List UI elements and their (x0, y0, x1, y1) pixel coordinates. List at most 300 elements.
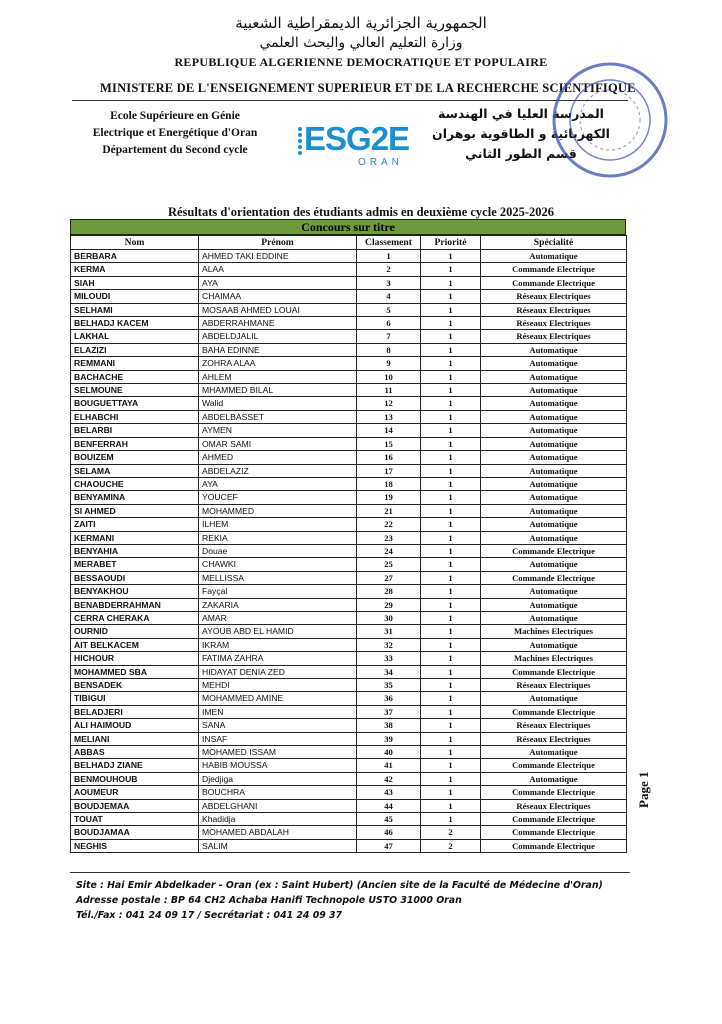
cell-nom: ALI HAIMOUD (71, 719, 199, 732)
cell-specialite: Automatique (481, 424, 627, 437)
arabic-ministry-heading: وزارة التعليم العالي والبحث العلمي (259, 35, 463, 51)
cell-classement: 15 (357, 437, 421, 450)
cell-priorite: 1 (421, 705, 481, 718)
cell-priorite: 1 (421, 250, 481, 263)
cell-priorite: 1 (421, 772, 481, 785)
cell-prenom: ABDELBASSET (199, 410, 357, 423)
cell-specialite: Automatique (481, 397, 627, 410)
cell-priorite: 1 (421, 544, 481, 557)
cell-specialite: Commande Electrique (481, 813, 627, 826)
cell-prenom: INSAF (199, 732, 357, 745)
cell-classement: 19 (357, 491, 421, 504)
table-row (71, 518, 627, 531)
cell-nom: ELAZIZI (71, 343, 199, 356)
cell-prenom: ZAKARIA (199, 598, 357, 611)
cell-specialite: Automatique (481, 370, 627, 383)
cell-nom: ABBAS (71, 746, 199, 759)
cell-classement: 14 (357, 424, 421, 437)
section-header: Concours sur titre (70, 219, 626, 235)
cell-classement: 13 (357, 410, 421, 423)
column-header-priorite: Priorité (421, 236, 481, 250)
cell-specialite: Automatique (481, 531, 627, 544)
cell-nom: HICHOUR (71, 652, 199, 665)
arabic-republic-heading: الجمهورية الجزائرية الديمقراطية الشعبية (235, 14, 487, 32)
cell-priorite: 1 (421, 638, 481, 651)
cell-prenom: BAHA EDINNE (199, 343, 357, 356)
table-row (71, 410, 627, 423)
cell-nom: BERBARA (71, 250, 199, 263)
cell-prenom: MELLISSA (199, 571, 357, 584)
cell-prenom: HIDAYAT DENIA ZED (199, 665, 357, 678)
cell-specialite: Automatique (481, 558, 627, 571)
cell-classement: 32 (357, 638, 421, 651)
cell-prenom: SANA (199, 719, 357, 732)
cell-nom: REMMANI (71, 357, 199, 370)
header-divider (72, 100, 628, 101)
cell-specialite: Automatique (481, 250, 627, 263)
table-row (71, 370, 627, 383)
table-row (71, 357, 627, 370)
cell-prenom: FATIMA ZAHRA (199, 652, 357, 665)
table-row (71, 290, 627, 303)
cell-nom: SIAH (71, 276, 199, 289)
table-row (71, 571, 627, 584)
cell-specialite: Commande Electrique (481, 571, 627, 584)
cell-nom: BOUIZEM (71, 451, 199, 464)
cell-classement: 35 (357, 679, 421, 692)
cell-priorite: 1 (421, 625, 481, 638)
logo-text: ESG2E (304, 120, 410, 157)
cell-prenom: ILHEM (199, 518, 357, 531)
school-line-2: Electrique et Energétique d'Oran (92, 127, 258, 139)
school-line-3: Département du Second cycle (102, 144, 248, 156)
table-row (71, 786, 627, 799)
cell-nom: BENYAKHOU (71, 585, 199, 598)
french-republic-heading: REPUBLIQUE ALGERIENNE DEMOCRATIQUE ET POPULAIRE (174, 55, 548, 69)
table-row (71, 826, 627, 839)
cell-priorite: 1 (421, 692, 481, 705)
cell-prenom: MOHAMED ISSAM (199, 746, 357, 759)
cell-nom: BESSAOUDI (71, 571, 199, 584)
cell-prenom: IKRAM (199, 638, 357, 651)
table-row (71, 303, 627, 316)
cell-classement: 8 (357, 343, 421, 356)
cell-prenom: MOHAMMED AMINE (199, 692, 357, 705)
cell-specialite: Automatique (481, 410, 627, 423)
cell-nom: BELADJERI (71, 705, 199, 718)
cell-prenom: AHMED TAKI EDDINE (199, 250, 357, 263)
cell-classement: 6 (357, 317, 421, 330)
official-stamp-icon (550, 60, 670, 180)
cell-nom: AIT BELKACEM (71, 638, 199, 651)
cell-classement: 40 (357, 746, 421, 759)
cell-nom: AOUMEUR (71, 786, 199, 799)
table-row (71, 611, 627, 624)
cell-classement: 30 (357, 611, 421, 624)
column-header-specialite: Spécialité (481, 236, 627, 250)
cell-prenom: ZOHRA ALAA (199, 357, 357, 370)
cell-priorite: 1 (421, 585, 481, 598)
cell-classement: 7 (357, 330, 421, 343)
cell-classement: 45 (357, 813, 421, 826)
table-row (71, 504, 627, 517)
cell-prenom: AYOUB ABD EL HAMID (199, 625, 357, 638)
cell-classement: 9 (357, 357, 421, 370)
cell-prenom: BOUCHRA (199, 786, 357, 799)
arabic-school-line-3: قسم الطور الثاني (465, 146, 577, 161)
cell-prenom: AYA (199, 276, 357, 289)
cell-priorite: 1 (421, 370, 481, 383)
cell-prenom: CHAIMAA (199, 290, 357, 303)
cell-specialite: Automatique (481, 585, 627, 598)
cell-classement: 18 (357, 477, 421, 490)
cell-specialite: Automatique (481, 638, 627, 651)
cell-prenom: AHLEM (199, 370, 357, 383)
cell-classement: 43 (357, 786, 421, 799)
table-row (71, 491, 627, 504)
cell-classement: 34 (357, 665, 421, 678)
table-row (71, 679, 627, 692)
results-table (70, 235, 627, 853)
cell-specialite: Automatique (481, 384, 627, 397)
cell-priorite: 1 (421, 719, 481, 732)
cell-prenom: Douae (199, 544, 357, 557)
table-row (71, 665, 627, 678)
school-name-block (70, 108, 280, 159)
table-row (71, 544, 627, 557)
cell-priorite: 1 (421, 813, 481, 826)
cell-nom: BENMOUHOUB (71, 772, 199, 785)
cell-nom: BELHADJ ZIANE (71, 759, 199, 772)
cell-classement: 28 (357, 585, 421, 598)
cell-prenom: IMEN (199, 705, 357, 718)
cell-prenom: AYA (199, 477, 357, 490)
cell-specialite: Machines Electriques (481, 625, 627, 638)
cell-classement: 25 (357, 558, 421, 571)
cell-nom: BELARBI (71, 424, 199, 437)
cell-specialite: Automatique (481, 772, 627, 785)
cell-prenom: CHAWKI (199, 558, 357, 571)
cell-classement: 5 (357, 303, 421, 316)
cell-specialite: Réseaux Electriques (481, 317, 627, 330)
cell-nom: CHAOUCHE (71, 477, 199, 490)
cell-specialite: Automatique (481, 746, 627, 759)
cell-prenom: MHAMMED BILAL (199, 384, 357, 397)
table-row (71, 343, 627, 356)
cell-nom: TOUAT (71, 813, 199, 826)
table-row (71, 585, 627, 598)
cell-nom: SELMOUNE (71, 384, 199, 397)
cell-classement: 24 (357, 544, 421, 557)
cell-classement: 29 (357, 598, 421, 611)
cell-specialite: Automatique (481, 491, 627, 504)
cell-priorite: 1 (421, 410, 481, 423)
cell-classement: 21 (357, 504, 421, 517)
cell-priorite: 1 (421, 343, 481, 356)
page-number: Page 1 (636, 771, 651, 808)
cell-priorite: 1 (421, 437, 481, 450)
table-row (71, 451, 627, 464)
cell-prenom: Djedjiga (199, 772, 357, 785)
cell-nom: BOUDJAMAA (71, 826, 199, 839)
cell-priorite: 1 (421, 504, 481, 517)
table-row (71, 464, 627, 477)
cell-prenom: ABDELAZIZ (199, 464, 357, 477)
cell-priorite: 1 (421, 746, 481, 759)
cell-nom: ZAITI (71, 518, 199, 531)
cell-specialite: Commande Electrique (481, 826, 627, 839)
cell-specialite: Réseaux Electriques (481, 330, 627, 343)
table-row (71, 732, 627, 745)
table-row (71, 625, 627, 638)
cell-priorite: 1 (421, 451, 481, 464)
cell-nom: KERMANI (71, 531, 199, 544)
table-row (71, 746, 627, 759)
cell-specialite: Réseaux Electriques (481, 732, 627, 745)
cell-classement: 10 (357, 370, 421, 383)
cell-priorite: 1 (421, 424, 481, 437)
cell-prenom: MOSAAB AHMED LOUAI (199, 303, 357, 316)
cell-nom: CERRA CHERAKA (71, 611, 199, 624)
cell-priorite: 1 (421, 276, 481, 289)
results-table-container (70, 219, 626, 853)
cell-classement: 27 (357, 571, 421, 584)
table-row (71, 276, 627, 289)
cell-priorite: 1 (421, 679, 481, 692)
cell-priorite: 1 (421, 799, 481, 812)
table-row (71, 839, 627, 852)
cell-nom: SELHAMI (71, 303, 199, 316)
cell-classement: 11 (357, 384, 421, 397)
cell-classement: 17 (357, 464, 421, 477)
esg2e-logo (296, 120, 408, 180)
cell-nom: BOUDJEMAA (71, 799, 199, 812)
cell-priorite: 1 (421, 732, 481, 745)
table-row (71, 772, 627, 785)
cell-priorite: 1 (421, 531, 481, 544)
cell-specialite: Réseaux Electriques (481, 719, 627, 732)
cell-priorite: 1 (421, 491, 481, 504)
footer-divider (70, 872, 630, 873)
cell-classement: 42 (357, 772, 421, 785)
cell-prenom: Walid (199, 397, 357, 410)
cell-nom: MELIANI (71, 732, 199, 745)
cell-specialite: Réseaux Electriques (481, 679, 627, 692)
document-title: Résultats d'orientation des étudiants admis en deuxième cycle 2025-2026 (167, 205, 555, 219)
cell-prenom: ABDERRAHMANE (199, 317, 357, 330)
cell-priorite: 1 (421, 786, 481, 799)
cell-priorite: 1 (421, 611, 481, 624)
cell-nom: BOUGUETTAYA (71, 397, 199, 410)
cell-nom: BACHACHE (71, 370, 199, 383)
cell-classement: 4 (357, 290, 421, 303)
table-row (71, 759, 627, 772)
cell-specialite: Automatique (481, 357, 627, 370)
cell-prenom: Fayçal (199, 585, 357, 598)
cell-nom: MERABET (71, 558, 199, 571)
footer-phone-line: Tél./Fax : 041 24 09 17 / Secrétariat : 041 24 09 37 (76, 910, 343, 921)
arabic-school-line-1: المدرسة العليا في الهندسة (438, 106, 604, 121)
column-header-nom: Nom (71, 236, 199, 250)
cell-priorite: 1 (421, 558, 481, 571)
cell-classement: 44 (357, 799, 421, 812)
cell-prenom: MOHAMMED (199, 504, 357, 517)
cell-specialite: Réseaux Electriques (481, 303, 627, 316)
table-row (71, 598, 627, 611)
cell-specialite: Automatique (481, 598, 627, 611)
cell-specialite: Commande Electrique (481, 839, 627, 852)
cell-specialite: Automatique (481, 518, 627, 531)
table-row (71, 705, 627, 718)
cell-priorite: 1 (421, 330, 481, 343)
cell-specialite: Automatique (481, 464, 627, 477)
table-row (71, 263, 627, 276)
table-row (71, 437, 627, 450)
cell-priorite: 1 (421, 317, 481, 330)
footer-site-line: Site : Hai Emir Abdelkader - Oran (ex : Saint Hubert) (Ancien site de la Faculté de Médecine d'Oran) (76, 880, 603, 891)
table-row (71, 692, 627, 705)
cell-priorite: 1 (421, 598, 481, 611)
cell-priorite: 1 (421, 571, 481, 584)
cell-nom: BENABDERRAHMAN (71, 598, 199, 611)
cell-classement: 37 (357, 705, 421, 718)
table-row (71, 397, 627, 410)
table-header-row (71, 236, 627, 250)
cell-priorite: 1 (421, 464, 481, 477)
cell-nom: KERMA (71, 263, 199, 276)
cell-priorite: 1 (421, 263, 481, 276)
cell-priorite: 1 (421, 518, 481, 531)
logo-dots-icon (296, 125, 304, 157)
cell-classement: 41 (357, 759, 421, 772)
table-row (71, 477, 627, 490)
cell-prenom: AYMEN (199, 424, 357, 437)
school-line-1: Ecole Supérieure en Génie (110, 110, 240, 122)
cell-prenom: ABDELGHANI (199, 799, 357, 812)
column-header-classement: Classement (357, 236, 421, 250)
cell-specialite: Automatique (481, 437, 627, 450)
cell-priorite: 1 (421, 397, 481, 410)
table-row (71, 719, 627, 732)
cell-prenom: HABIB MOUSSA (199, 759, 357, 772)
table-row (71, 250, 627, 263)
cell-prenom: AHMED (199, 451, 357, 464)
column-header-prenom: Prénom (199, 236, 357, 250)
cell-specialite: Réseaux Electriques (481, 799, 627, 812)
footer-postal-line: Adresse postale : BP 64 CH2 Achaba Hanifi Technopole USTO 31000 Oran (76, 895, 462, 906)
cell-prenom: YOUCEF (199, 491, 357, 504)
cell-priorite: 1 (421, 759, 481, 772)
cell-nom: OURNID (71, 625, 199, 638)
cell-nom: NEGHIS (71, 839, 199, 852)
cell-nom: BENYAHIA (71, 544, 199, 557)
cell-prenom: OMAR SAMI (199, 437, 357, 450)
cell-prenom: ALAA (199, 263, 357, 276)
footer-address-block (76, 878, 676, 923)
table-row (71, 531, 627, 544)
cell-specialite: Automatique (481, 692, 627, 705)
table-row (71, 330, 627, 343)
cell-priorite: 1 (421, 652, 481, 665)
cell-classement: 23 (357, 531, 421, 544)
cell-classement: 16 (357, 451, 421, 464)
table-row (71, 652, 627, 665)
cell-specialite: Commande Electrique (481, 276, 627, 289)
table-row (71, 317, 627, 330)
cell-priorite: 1 (421, 665, 481, 678)
cell-classement: 36 (357, 692, 421, 705)
table-row (71, 384, 627, 397)
cell-prenom: MOHAMED ABDALAH (199, 826, 357, 839)
cell-specialite: Automatique (481, 504, 627, 517)
table-body (71, 250, 627, 853)
cell-nom: MOHAMMED SBA (71, 665, 199, 678)
cell-nom: TIBIGUI (71, 692, 199, 705)
logo-subtext: ORAN (358, 157, 403, 168)
cell-classement: 1 (357, 250, 421, 263)
cell-classement: 47 (357, 839, 421, 852)
cell-classement: 39 (357, 732, 421, 745)
cell-specialite: Commande Electrique (481, 263, 627, 276)
cell-prenom: Khadidja (199, 813, 357, 826)
cell-specialite: Commande Electrique (481, 759, 627, 772)
cell-nom: BENYAMINA (71, 491, 199, 504)
cell-prenom: SALIM (199, 839, 357, 852)
table-row (71, 638, 627, 651)
cell-specialite: Commande Electrique (481, 705, 627, 718)
cell-classement: 38 (357, 719, 421, 732)
french-ministry-heading: MINISTERE DE L'ENSEIGNEMENT SUPERIEUR ET DE LA RECHERCHE SCIENTIFIQUE (100, 81, 636, 95)
table-row (71, 813, 627, 826)
cell-classement: 2 (357, 263, 421, 276)
cell-nom: LAKHAL (71, 330, 199, 343)
cell-priorite: 1 (421, 384, 481, 397)
cell-classement: 31 (357, 625, 421, 638)
cell-classement: 46 (357, 826, 421, 839)
cell-priorite: 2 (421, 826, 481, 839)
cell-specialite: Automatique (481, 611, 627, 624)
cell-nom: BELHADJ KACEM (71, 317, 199, 330)
cell-nom: BENFERRAH (71, 437, 199, 450)
cell-prenom: MEHDI (199, 679, 357, 692)
table-row (71, 799, 627, 812)
cell-classement: 12 (357, 397, 421, 410)
cell-classement: 22 (357, 518, 421, 531)
table-row (71, 558, 627, 571)
cell-priorite: 1 (421, 477, 481, 490)
arabic-school-line-2: الكهربائية و الطاقوية بوهران (432, 126, 610, 141)
cell-specialite: Machines Electriques (481, 652, 627, 665)
cell-priorite: 1 (421, 303, 481, 316)
cell-specialite: Automatique (481, 451, 627, 464)
cell-specialite: Automatique (481, 477, 627, 490)
cell-nom: BENSADEK (71, 679, 199, 692)
cell-nom: SELAMA (71, 464, 199, 477)
cell-specialite: Commande Electrique (481, 544, 627, 557)
cell-prenom: ABDELDJALIL (199, 330, 357, 343)
cell-classement: 3 (357, 276, 421, 289)
cell-specialite: Automatique (481, 343, 627, 356)
cell-specialite: Réseaux Electriques (481, 290, 627, 303)
table-row (71, 424, 627, 437)
cell-priorite: 1 (421, 357, 481, 370)
cell-nom: ELHABCHI (71, 410, 199, 423)
cell-classement: 33 (357, 652, 421, 665)
cell-prenom: REKIA (199, 531, 357, 544)
cell-specialite: Commande Electrique (481, 665, 627, 678)
cell-prenom: AMAR (199, 611, 357, 624)
cell-nom: MILOUDI (71, 290, 199, 303)
